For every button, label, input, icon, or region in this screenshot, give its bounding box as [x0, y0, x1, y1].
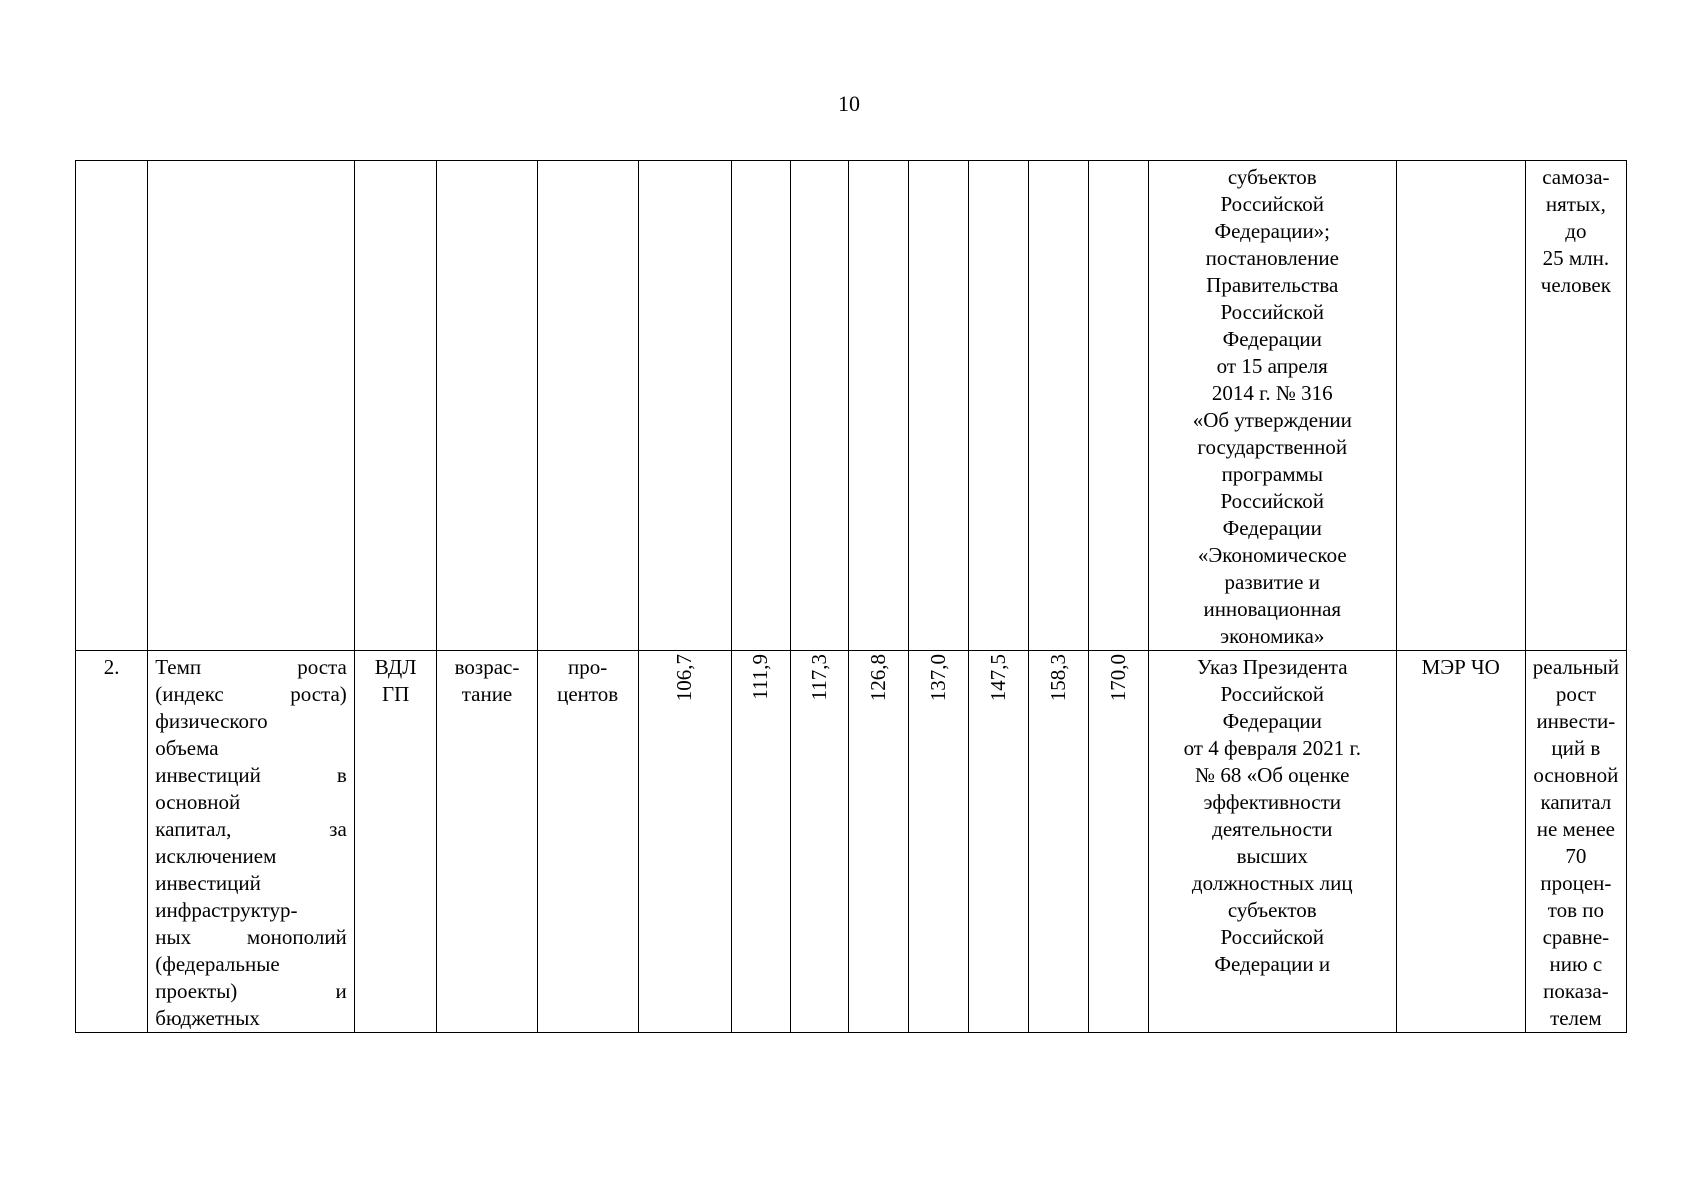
indicator-line: Темп роста: [155, 655, 347, 679]
note-line: человек: [1540, 273, 1611, 297]
cell-type: [354, 161, 437, 651]
table-row-item-2: [76, 651, 1627, 1033]
note-line: инвести-: [1536, 709, 1616, 733]
note-line: тов по: [1547, 898, 1605, 922]
cell-value-4: [849, 651, 909, 1033]
cell-responsible: МЭР ЧО: [1396, 651, 1525, 1033]
cell-value-2: [731, 651, 790, 1033]
indicator-line: основной: [155, 790, 241, 814]
cell-legal-basis: [1148, 161, 1396, 651]
note-line: ций в: [1551, 736, 1601, 760]
trend-line: возрас-: [454, 655, 520, 679]
trend-line: тание: [461, 682, 513, 706]
cell-unit: [537, 161, 638, 651]
note-line: капитал: [1540, 790, 1612, 814]
indicator-line: исключением: [155, 844, 277, 868]
legal-basis-line: Российской: [1220, 192, 1324, 216]
legal-basis-line: Правительства: [1206, 273, 1339, 297]
note-line: телем: [1550, 1006, 1602, 1030]
note-line: реальный: [1532, 655, 1619, 679]
value-text: 126,8: [866, 654, 891, 702]
cell-trend: [437, 161, 537, 651]
value-text: 170,0: [1105, 654, 1130, 702]
indicators-table: [75, 160, 1627, 1033]
legal-basis-line: от 15 апреля: [1216, 354, 1328, 378]
indicator-line: ных монополий: [155, 925, 347, 949]
cell-value: [790, 161, 849, 651]
indicator-line: инфраструктур-: [155, 898, 298, 922]
legal-basis-line: Федерации и: [1214, 952, 1331, 976]
note-line: показа-: [1543, 979, 1609, 1003]
legal-basis-line: деятельности: [1212, 817, 1333, 841]
cell-indicator: [148, 651, 355, 1033]
cell-responsible: [1396, 161, 1525, 651]
legal-basis-line: постановление: [1205, 246, 1339, 270]
value-text: 137,0: [926, 654, 951, 702]
cell-note: [1525, 651, 1626, 1033]
cell-value: [731, 161, 790, 651]
cell-legal-basis: [1148, 651, 1396, 1033]
note-line: нятых, до: [1545, 192, 1606, 243]
note-line: основной: [1533, 763, 1619, 787]
type-line: ВДЛ: [374, 655, 417, 679]
cell-value: [1088, 161, 1148, 651]
cell-value-5: [909, 651, 969, 1033]
legal-basis-line: развитие и: [1224, 570, 1320, 594]
legal-basis-line: Российской: [1220, 925, 1324, 949]
cell-note: [1525, 161, 1626, 651]
legal-basis-line: Российской: [1220, 300, 1324, 324]
note-line: 25 млн.: [1542, 246, 1610, 270]
legal-basis-line: государственной: [1197, 435, 1348, 459]
legal-basis-line: программы: [1221, 462, 1323, 486]
indicator-line: (федеральные: [155, 952, 280, 976]
value-text: 158,3: [1046, 654, 1070, 702]
value-text: 106,7: [672, 654, 697, 702]
value-text: 111,9: [748, 654, 773, 700]
unit-line: про-: [568, 655, 608, 679]
value-text: 147,5: [986, 654, 1011, 702]
legal-basis-line: от 4 февраля 2021 г.: [1183, 736, 1361, 760]
legal-basis-line: должностных лиц: [1191, 871, 1353, 895]
note-line: рост: [1555, 682, 1596, 706]
legal-basis-line: Российской: [1220, 489, 1324, 513]
indicator-line: физического: [155, 709, 268, 733]
cell-unit: [537, 651, 638, 1033]
note-line: процен-: [1540, 871, 1612, 895]
legal-basis-line: Федерации»;: [1214, 219, 1331, 243]
note-line: нию с: [1549, 952, 1603, 976]
value-text: 117,3: [806, 654, 831, 701]
cell-value-7: [1029, 651, 1089, 1033]
unit-line: центов: [557, 682, 619, 706]
indicator-line: объема: [155, 736, 219, 760]
cell-value: [1029, 161, 1089, 651]
legal-basis-line: инновационная: [1203, 597, 1342, 621]
page-number: 10: [838, 91, 860, 116]
legal-basis-line: «Об утверждении: [1192, 408, 1352, 432]
cell-value: [909, 161, 969, 651]
type-line: ГП: [381, 682, 410, 706]
legal-basis-line: субъектов: [1227, 165, 1317, 189]
legal-basis-line: экономика»: [1220, 624, 1325, 648]
cell-number: 2.: [76, 651, 148, 1033]
cell-value: [849, 161, 909, 651]
cell-number: [76, 161, 148, 651]
legal-basis-line: 2014 г. № 316: [1211, 381, 1333, 405]
cell-value-1: [638, 651, 731, 1033]
indicator-line: бюджетных: [155, 1006, 260, 1030]
table-row-continued: [76, 161, 1627, 651]
legal-basis-line: № 68 «Об оценке: [1195, 763, 1350, 787]
legal-basis-line: Федерации: [1222, 327, 1322, 351]
indicator-line: (индекс роста): [155, 682, 347, 706]
note-line: самоза-: [1542, 165, 1610, 189]
cell-value-6: [969, 651, 1029, 1033]
cell-value-8: [1088, 651, 1148, 1033]
indicator-line: проекты) и: [155, 979, 347, 1003]
cell-indicator: [148, 161, 355, 651]
cell-trend: [437, 651, 537, 1033]
cell-value: [638, 161, 731, 651]
legal-basis-line: высших: [1236, 844, 1308, 868]
indicator-line: капитал, за: [155, 817, 347, 841]
cell-value: [969, 161, 1029, 651]
indicator-line: инвестиций в: [155, 763, 347, 787]
legal-basis-line: Федерации: [1222, 516, 1322, 540]
cell-value-3: [790, 651, 849, 1033]
cell-type: [354, 651, 437, 1033]
legal-basis-line: субъектов: [1227, 898, 1317, 922]
note-line: не менее: [1536, 817, 1616, 841]
legal-basis-line: Федерации: [1222, 709, 1322, 733]
note-line: сравне-: [1542, 925, 1610, 949]
legal-basis-line: Указ Президента: [1196, 655, 1348, 679]
legal-basis-line: эффективности: [1203, 790, 1342, 814]
legal-basis-line: Российской: [1220, 682, 1324, 706]
indicator-line: инвестиций: [155, 871, 261, 895]
note-line: 70: [1565, 844, 1587, 868]
legal-basis-line: «Экономическое: [1197, 543, 1347, 567]
